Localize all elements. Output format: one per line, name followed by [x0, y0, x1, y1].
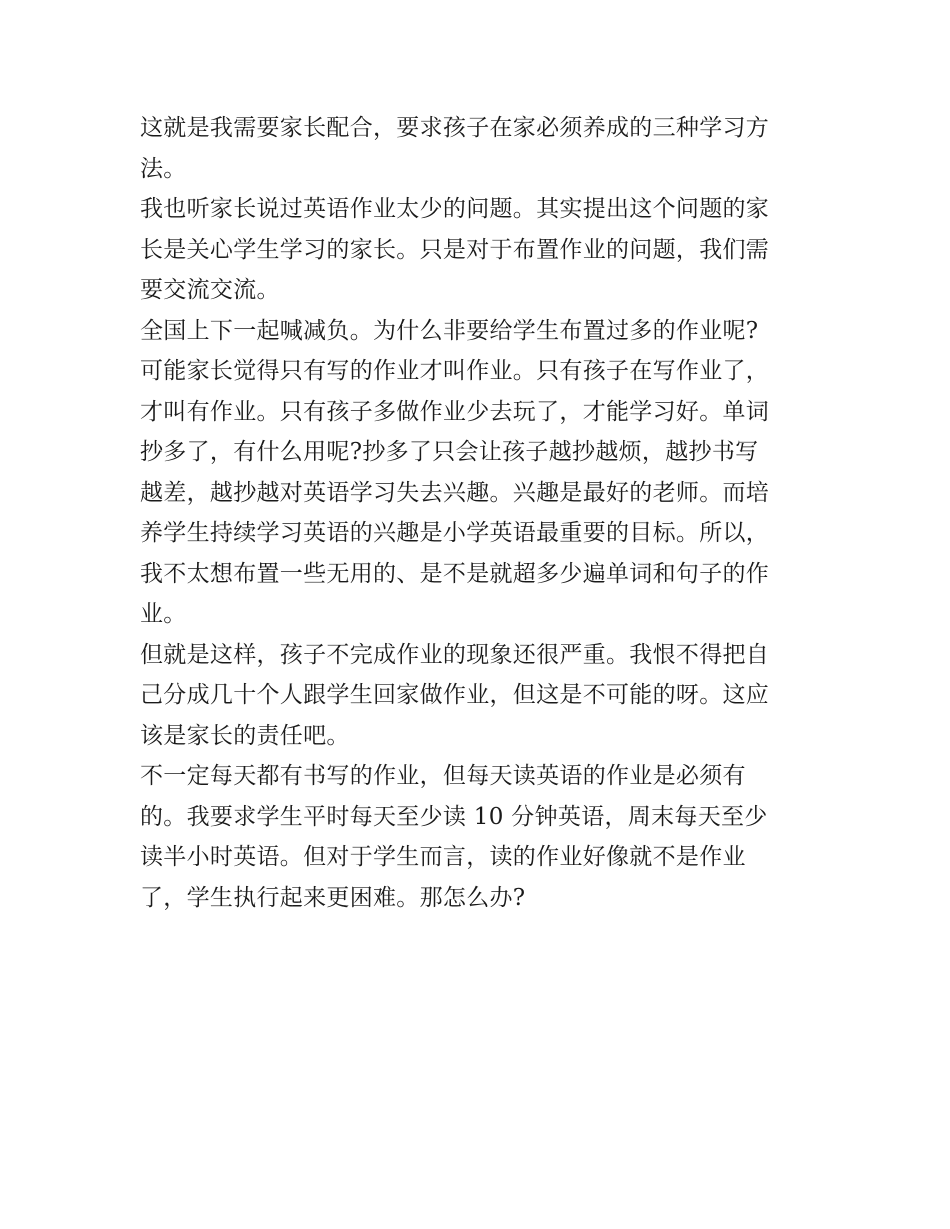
text-line: 的。我要求学生平时每天至少读 10 分钟英语，周末每天至少	[140, 803, 768, 830]
text-line: 法。	[140, 155, 187, 182]
document-page	[140, 108, 820, 918]
text-line: 了，学生执行起来更困难。那怎么办?	[140, 884, 526, 911]
text-line: 越差，越抄越对英语学习失去兴趣。兴趣是最好的老师。而培	[140, 479, 770, 506]
text-line: 不一定每天都有书写的作业，但每天读英语的作业是必须有	[140, 763, 746, 789]
text-line: 这就是我需要家长配合，要求孩子在家必须养成的三种学习方	[140, 115, 770, 141]
text-line: 但就是这样，孩子不完成作业的现象还很严重。我恨不得把自	[140, 641, 770, 668]
text-line: 才叫有作业。只有孩子多做作业少去玩了，才能学习好。单词	[140, 398, 770, 425]
text-line: 我也听家长说过英语作业太少的问题。其实提出这个问题的家	[140, 196, 770, 222]
text-line: 长是关心学生学习的家长。只是对于布置作业的问题，我们需	[140, 236, 770, 263]
text-line: 可能家长觉得只有写的作业才叫作业。只有孩子在写作业了，	[140, 358, 770, 384]
text-line: 全国上下一起喊减负。为什么非要给学生布置过多的作业呢?	[140, 317, 759, 344]
text-line: 我不太想布置一些无用的、是不是就超多少遍单词和句子的作	[140, 560, 770, 587]
text-line: 抄多了，有什么用呢?抄多了只会让孩子越抄越烦，越抄书写	[140, 439, 759, 465]
text-line: 养学生持续学习英语的兴趣是小学英语最重要的目标。所以，	[140, 520, 770, 546]
text-line: 读半小时英语。但对于学生而言，读的作业好像就不是作业	[140, 844, 746, 870]
text-line: 要交流交流。	[140, 277, 280, 303]
text-line: 该是家长的责任吧。	[140, 722, 350, 749]
text-line: 己分成几十个人跟学生回家做作业，但这是不可能的呀。这应	[140, 682, 770, 708]
text-line: 业。	[140, 601, 187, 627]
